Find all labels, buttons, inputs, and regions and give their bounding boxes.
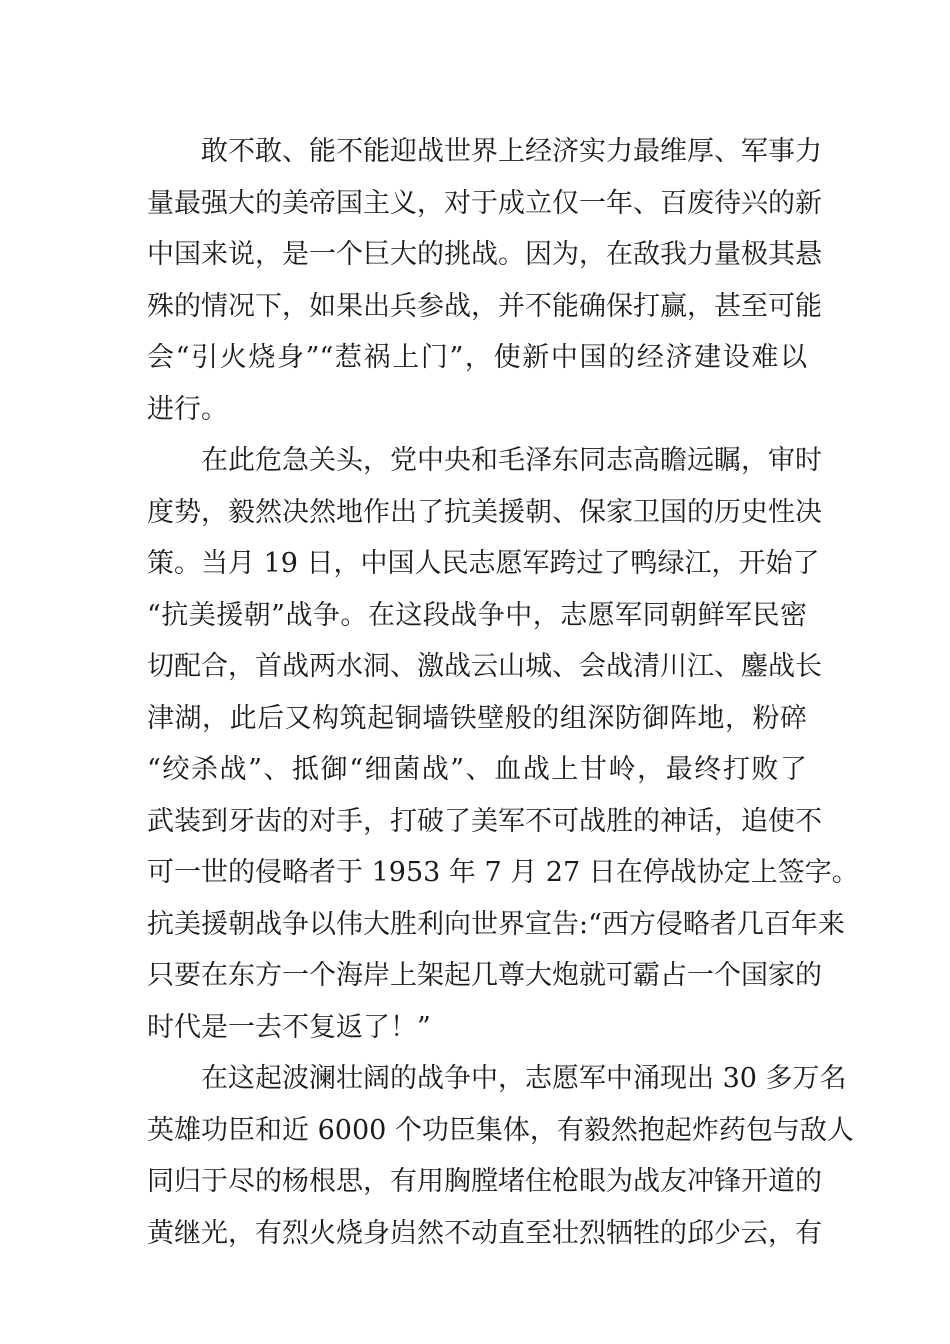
paragraph-line: 同归于尽的杨根思，有用胸膛堵住枪眼为战友冲锋开道的 [147,1166,822,1197]
paragraph-line: 可一世的侵略者于 1953 年 7 月 27 日在停战协定上签字。 [147,857,859,888]
paragraph-2 [147,435,859,1053]
paragraph-line: 进行。 [147,393,228,425]
paragraph-line: 抗美援朝战争以伟大胜利向世界宣告:“西方侵略者几百年来 [147,908,845,940]
paragraph-line: 只要在东方一个海岸上架起几尊大炮就可霸占一个国家的 [147,960,822,991]
paragraph-line: 在这起波澜壮阔的战争中，志愿军中涌现出 30 多万名 [201,1063,847,1094]
paragraph-3 [147,1053,854,1259]
paragraph-line: “绞杀战”、抵御“细菌战”、血战上甘岭，最终打败了 [147,754,807,785]
paragraph-line: 津湖，此后又构筑起铜墙铁壁般的组深防御阵地，粉碎 [147,702,807,734]
paragraph-line: 英雄功臣和近 6000 个功臣集体，有毅然抱起炸药包与敌人 [147,1114,854,1146]
paragraph-line: 度势，毅然决然地作出了抗美援朝、保家卫国的历史性决 [147,496,822,528]
paragraph-line: 殊的情况下，如果出兵参战，并不能确保打赢，甚至可能 [147,290,822,322]
paragraph-line: 武装到牙齿的对手，打破了美军不可战胜的神话，追使不 [147,805,822,837]
paragraph-line: “抗美援朝”战争。在这段战争中，志愿军同朝鲜军民密 [147,599,807,631]
paragraph-line: 敢不敢、能不能迎战世界上经济实力最维厚、军事力 [201,136,822,167]
paragraph-1 [147,126,822,435]
paragraph-line: 切配合，首战两水洞、激战云山城、会战清川江、鏖战长 [147,651,822,682]
paragraph-line: 时代是一去不复返了！” [147,1011,431,1043]
paragraph-line: 量最强大的美帝国主义，对于成立仅一年、百废待兴的新 [147,187,822,219]
paragraph-line: 中国来说，是一个巨大的挑战。因为，在敌我力量极其悬 [147,239,822,270]
paragraph-line: 会“引火烧身”“惹祸上门”，使新中国的经济建设难以 [147,342,807,373]
paragraph-line: 策。当月 19 日，中国人民志愿军跨过了鸭绿江，开始了 [147,548,820,579]
body-text [147,126,859,1259]
paragraph-line: 在此危急关头，党中央和毛泽东同志高瞻远瞩，审时 [201,445,822,476]
paragraph-line: 黄继光，有烈火烧身岿然不动直至壮烈牺牲的邱少云，有 [147,1217,822,1249]
